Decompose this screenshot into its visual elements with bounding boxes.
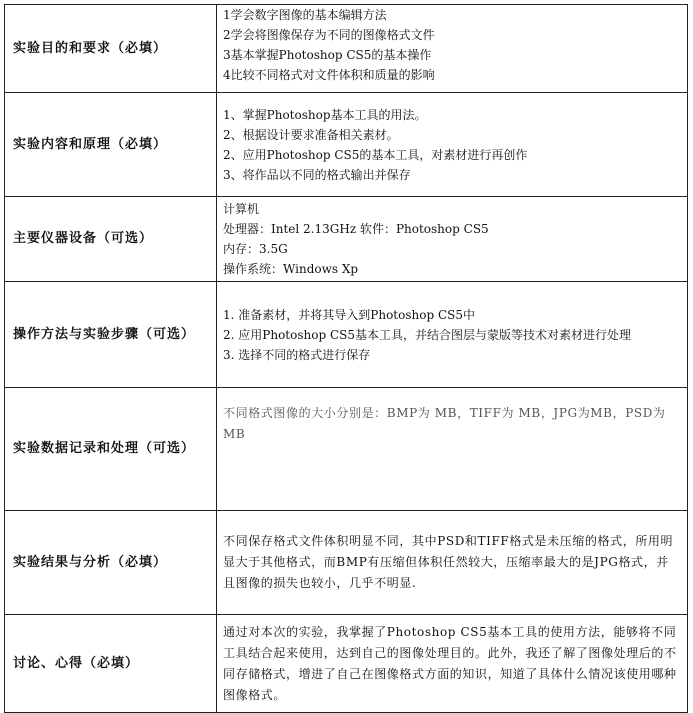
row-equipment [5,197,688,282]
label-content: 实验内容和原理（必填） [5,93,217,197]
discussion-text: 通过对本次的实验，我掌握了Photoshop CS5基本工具的使用方法，能够将不同工具结合起来使用，达到自己的图像处理目的。此外，我还了解了图像处理后的不同存储格式，增进了自己在图像格式方面的知识，知道了具体什么情况该使用哪种图像格式。 [223,624,677,702]
steps-line-1: 1. 准备素材，并将其导入到Photoshop CS5中 [223,307,475,322]
label-purpose: 实验目的和要求（必填） [5,5,217,93]
row-data [5,388,688,511]
data-text: 不同格式图像的大小分别是：BMP为 MB，TIFF为 MB，JPG为MB，PSD为 MB [223,406,666,441]
content-results [217,511,688,615]
steps-line-3: 3. 选择不同的格式进行保存 [223,347,371,362]
steps-line-2: 2. 应用Photoshop CS5基本工具，并结合图层与蒙版等技术对素材进行处理 [223,327,631,342]
content-purpose [217,5,688,93]
label-results: 实验结果与分析（必填） [5,511,217,615]
label-discussion: 讨论、心得（必填） [5,615,217,713]
content-content [217,93,688,197]
row-results [5,511,688,615]
content-steps [217,282,688,388]
row-purpose [5,5,688,93]
content-line-2: 2、根据设计要求准备相关素材。 [223,127,399,142]
equipment-line-1: 计算机 [223,202,260,216]
content-data [217,388,688,511]
purpose-line-3: 3基本掌握Photoshop CS5的基本操作 [223,48,432,62]
equipment-line-2: 处理器：Intel 2.13GHz 软件：Photoshop CS5 [223,222,489,236]
purpose-line-1: 1学会数字图像的基本编辑方法 [223,8,387,22]
label-equipment: 主要仪器设备（可选） [5,197,217,282]
content-line-4: 3、将作品以不同的格式输出并保存 [223,167,411,182]
content-line-3: 2、应用Photoshop CS5的基本工具，对素材进行再创作 [223,147,528,162]
results-text: 不同保存格式文件体积明显不同，其中PSD和TIFF格式是未压缩的格式，所用明显大于其他格式，而BMP有压缩但体积任然较大，压缩率最大的是JPG格式，并且图像的损失也较小，几乎不明显. [223,534,674,590]
report-table [4,4,688,713]
content-line-1: 1、掌握Photoshop基本工具的用法。 [223,107,427,122]
row-steps [5,282,688,388]
purpose-line-2: 2学会将图像保存为不同的图像格式文件 [223,28,435,42]
row-discussion [5,615,688,713]
row-content [5,93,688,197]
label-steps: 操作方法与实验步骤（可选） [5,282,217,388]
equipment-line-3: 内存：3.5G [223,242,288,256]
equipment-line-4: 操作系统：Windows Xp [223,262,359,276]
purpose-line-4: 4比较不同格式对文件体积和质量的影响 [223,68,435,82]
content-equipment [217,197,688,282]
content-discussion [217,615,688,713]
label-data: 实验数据记录和处理（可选） [5,388,217,511]
